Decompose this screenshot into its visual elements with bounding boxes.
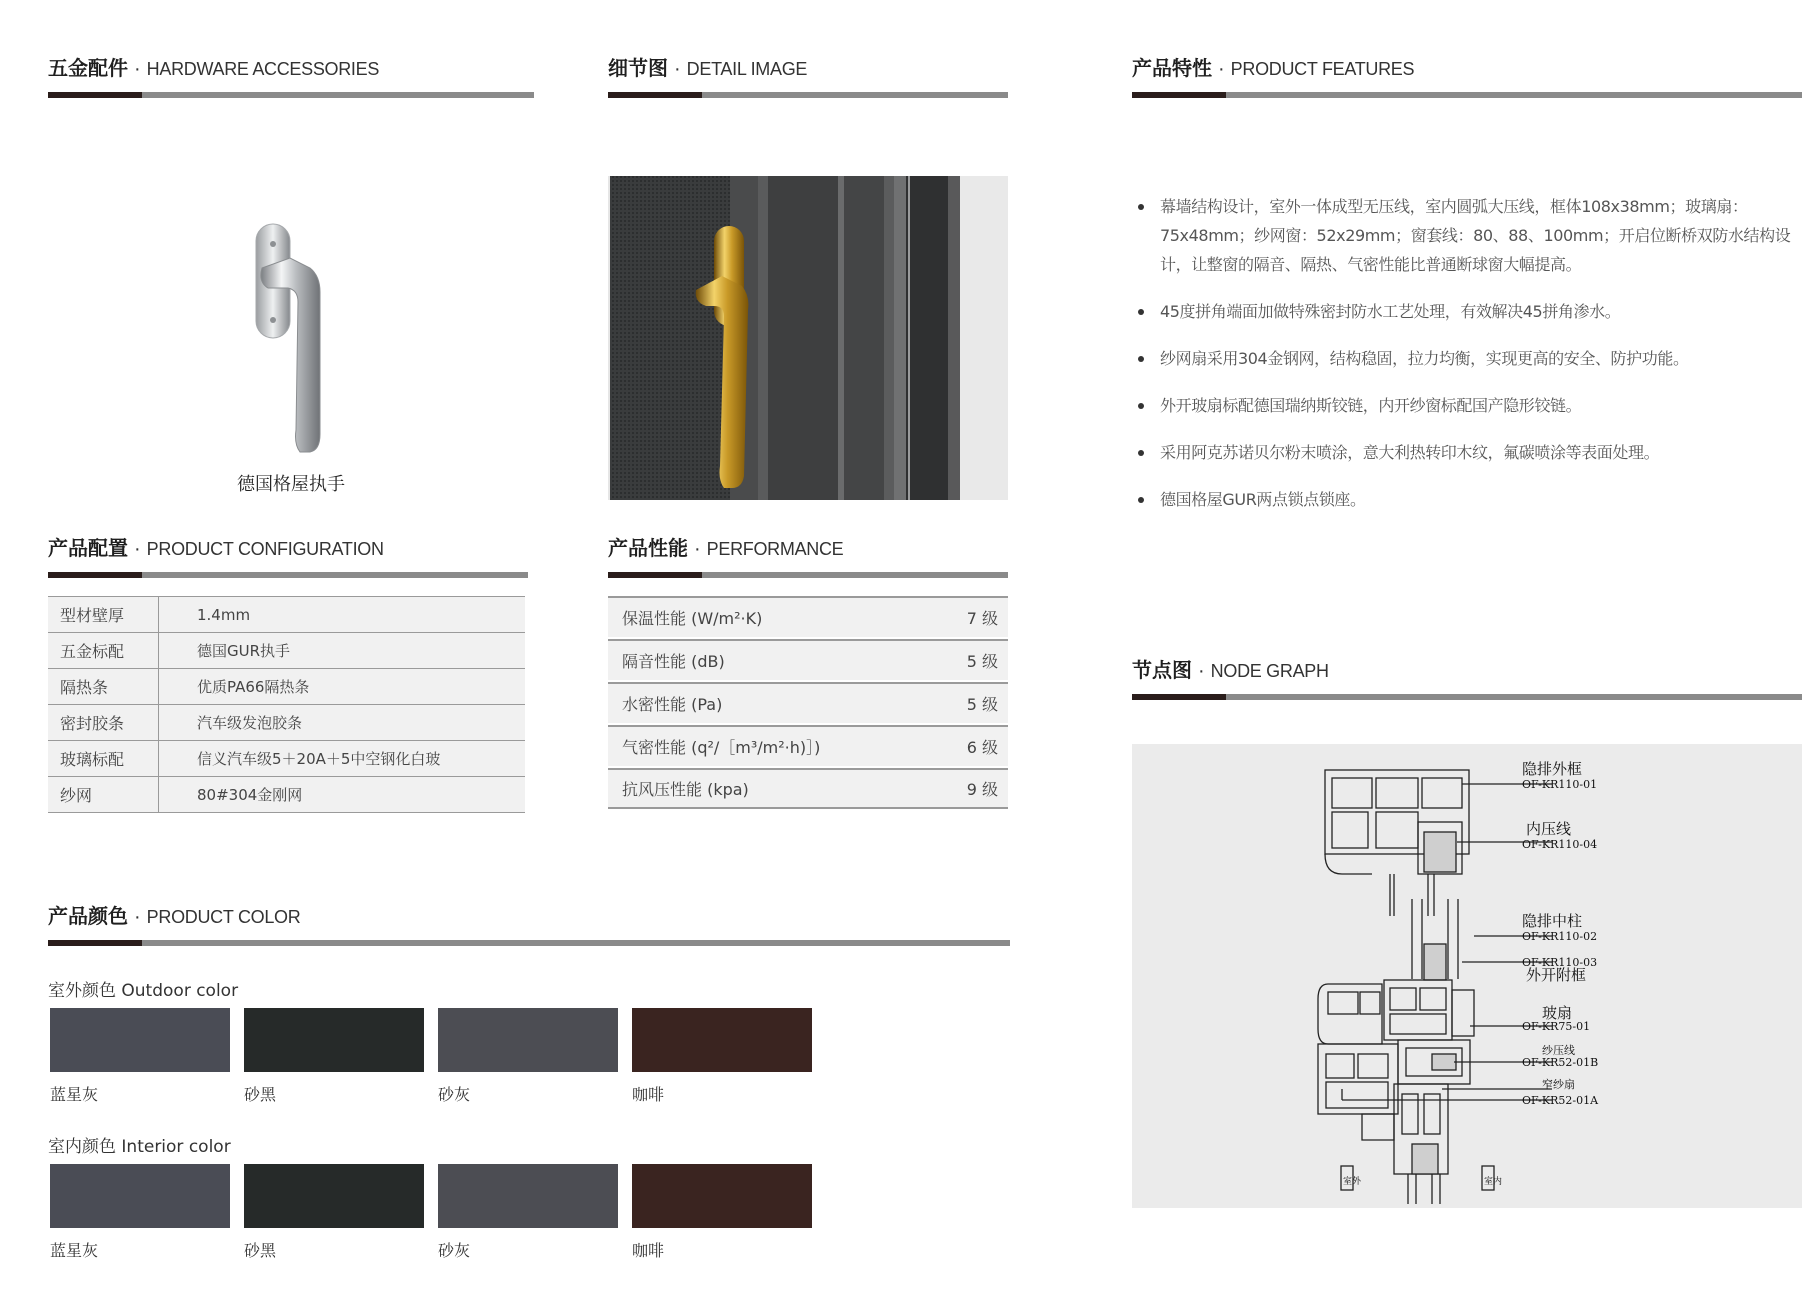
handle-caption: 德国格屋执手 — [237, 474, 345, 495]
section-underline — [608, 92, 1008, 98]
swatch-label: 砂黑 — [244, 1085, 277, 1104]
performance-section — [608, 532, 1008, 832]
table-row — [48, 741, 525, 777]
table-row — [608, 725, 1008, 766]
table-row — [48, 777, 525, 813]
title-dot: · — [1198, 660, 1205, 682]
config-key: 密封胶条 — [48, 705, 159, 741]
config-section — [48, 532, 528, 832]
config-value: 优质PA66隔热条 — [159, 669, 526, 705]
section-underline — [1132, 92, 1802, 98]
title-dot: · — [134, 538, 141, 560]
swatch-outdoor-1 — [244, 1008, 424, 1072]
config-title-zh: 产品配置 — [48, 536, 128, 560]
node-title — [1132, 654, 1802, 684]
node-section — [1132, 654, 1802, 1214]
perf-grade: 6 级 — [966, 738, 998, 757]
swatch-outdoor-0 — [50, 1008, 230, 1072]
table-row — [48, 705, 525, 741]
features-list — [1132, 192, 1802, 532]
config-key: 玻璃标配 — [48, 741, 159, 777]
table-row — [608, 682, 1008, 723]
swatch-outdoor-2 — [438, 1008, 618, 1072]
list-item: 幕墙结构设计，室外一体成型无压线，室内圆弧大压线，框体108x38mm；玻璃扇：75x48mm；纱网窗：52x29mm；窗套线：80、88、100mm；开启位断桥双防水结构设计，让整窗的隔音、隔热、气密性能比普通断球窗大幅提高。 — [1132, 192, 1802, 279]
table-row — [48, 669, 525, 705]
hardware-title — [48, 52, 534, 82]
performance-title-zh: 产品性能 — [608, 536, 688, 560]
node-side-indoor: 室内 — [1484, 1177, 1503, 1187]
node-graph-diagram — [1132, 744, 1802, 1208]
node-label: 窄纱扇 — [1542, 1078, 1575, 1091]
config-value: 80#304金刚网 — [159, 777, 526, 813]
section-underline — [48, 572, 528, 578]
list-item: 外开玻扇标配德国瑞纳斯铰链，内开纱窗标配国产隐形铰链。 — [1132, 391, 1802, 420]
color-section — [48, 900, 1010, 1280]
table-row — [608, 768, 1008, 809]
features-section — [1132, 52, 1802, 509]
perf-grade: 7 级 — [966, 609, 998, 628]
window-detail-photo — [608, 176, 1008, 500]
color-title — [48, 900, 1010, 930]
detail-title-zh: 细节图 — [608, 56, 668, 80]
perf-grade: 5 级 — [966, 695, 998, 714]
perf-key: 保温性能 (W/m²·K) — [622, 609, 763, 628]
section-underline — [48, 940, 1010, 946]
features-title-en: PRODUCT FEATURES — [1230, 59, 1415, 79]
node-side-outdoor: 室外 — [1343, 1177, 1362, 1187]
node-label: 外开附框 — [1526, 966, 1587, 984]
node-code: OF-KR110-04 — [1522, 838, 1598, 851]
section-underline — [608, 572, 1008, 578]
config-title — [48, 532, 528, 562]
detail-title — [608, 52, 1008, 82]
node-code: OF-KR52-01A — [1522, 1094, 1599, 1107]
swatch-interior-1 — [244, 1164, 424, 1228]
node-code: OF-KR52-01B — [1522, 1056, 1599, 1069]
outdoor-color-label: 室外颜色 Outdoor color — [48, 981, 239, 1001]
title-dot: · — [694, 538, 701, 560]
perf-key: 气密性能 (q²/［m³/m²·h)］) — [622, 738, 821, 757]
hardware-section — [48, 52, 534, 495]
swatch-label: 砂黑 — [244, 1241, 277, 1260]
node-code: OF-KR110-01 — [1522, 778, 1598, 791]
node-label: 隐排外框 — [1522, 760, 1583, 778]
perf-grade: 5 级 — [966, 652, 998, 671]
perf-key: 隔音性能 (dB) — [622, 652, 725, 671]
swatch-interior-0 — [50, 1164, 230, 1228]
swatch-label: 砂灰 — [438, 1085, 471, 1104]
node-label: 内压线 — [1526, 820, 1572, 838]
node-label: 纱压线 — [1542, 1044, 1575, 1057]
title-dot: · — [1218, 58, 1225, 80]
features-title-zh: 产品特性 — [1132, 56, 1212, 80]
config-value: 1.4mm — [159, 597, 526, 633]
swatch-interior-2 — [438, 1164, 618, 1228]
swatch-interior-3 — [632, 1164, 812, 1228]
node-code: OF-KR75-01 — [1522, 1020, 1591, 1033]
config-value: 德国GUR执手 — [159, 633, 526, 669]
list-item: 德国格屋GUR两点锁点锁座。 — [1132, 485, 1802, 514]
section-underline — [1132, 694, 1802, 700]
perf-grade: 9 级 — [966, 780, 998, 799]
section-underline — [48, 92, 534, 98]
title-dot: · — [134, 58, 141, 80]
config-key: 隔热条 — [48, 669, 159, 705]
color-title-zh: 产品颜色 — [48, 904, 128, 928]
swatch-label: 咖啡 — [632, 1241, 665, 1260]
window-handle-image — [48, 172, 534, 462]
table-row — [48, 597, 525, 633]
table-row — [608, 639, 1008, 680]
list-item: 纱网扇采用304金钢网，结构稳固，拉力均衡，实现更高的安全、防护功能。 — [1132, 344, 1802, 373]
node-title-en: NODE GRAPH — [1210, 661, 1329, 681]
node-title-zh: 节点图 — [1132, 658, 1192, 682]
title-dot: · — [134, 906, 141, 928]
config-value: 汽车级发泡胶条 — [159, 705, 526, 741]
node-label: 隐排中柱 — [1522, 912, 1583, 930]
performance-title — [608, 532, 1008, 562]
config-key: 五金标配 — [48, 633, 159, 669]
performance-title-en: PERFORMANCE — [706, 539, 844, 559]
config-title-en: PRODUCT CONFIGURATION — [146, 539, 384, 559]
table-row — [48, 633, 525, 669]
features-title — [1132, 52, 1802, 82]
detail-title-en: DETAIL IMAGE — [686, 59, 808, 79]
detail-section — [608, 52, 1008, 512]
performance-table — [608, 596, 1008, 811]
config-key: 纱网 — [48, 777, 159, 813]
hardware-title-en: HARDWARE ACCESSORIES — [146, 59, 380, 79]
config-key: 型材壁厚 — [48, 597, 159, 633]
perf-key: 抗风压性能 (kpa) — [622, 780, 749, 799]
node-code: OF-KR110-03 — [1522, 956, 1598, 969]
perf-key: 水密性能 (Pa) — [622, 695, 723, 714]
list-item: 采用阿克苏诺贝尔粉末喷涂，意大利热转印木纹，氟碳喷涂等表面处理。 — [1132, 438, 1802, 467]
swatch-label: 砂灰 — [438, 1241, 471, 1260]
config-value: 信义汽车级5＋20A＋5中空钢化白玻 — [159, 741, 526, 777]
hardware-title-zh: 五金配件 — [48, 56, 128, 80]
table-row — [608, 596, 1008, 637]
swatch-label: 咖啡 — [632, 1085, 665, 1104]
title-dot: · — [674, 58, 681, 80]
swatch-outdoor-3 — [632, 1008, 812, 1072]
swatch-label: 蓝星灰 — [50, 1241, 99, 1260]
node-code: OF-KR110-02 — [1522, 930, 1598, 943]
config-table — [48, 596, 525, 813]
swatch-label: 蓝星灰 — [50, 1085, 99, 1104]
interior-color-label: 室内颜色 Interior color — [48, 1137, 231, 1157]
list-item: 45度拼角端面加做特殊密封防水工艺处理，有效解决45拼角渗水。 — [1132, 297, 1802, 326]
color-title-en: PRODUCT COLOR — [146, 907, 301, 927]
node-label: 玻扇 — [1542, 1004, 1573, 1022]
